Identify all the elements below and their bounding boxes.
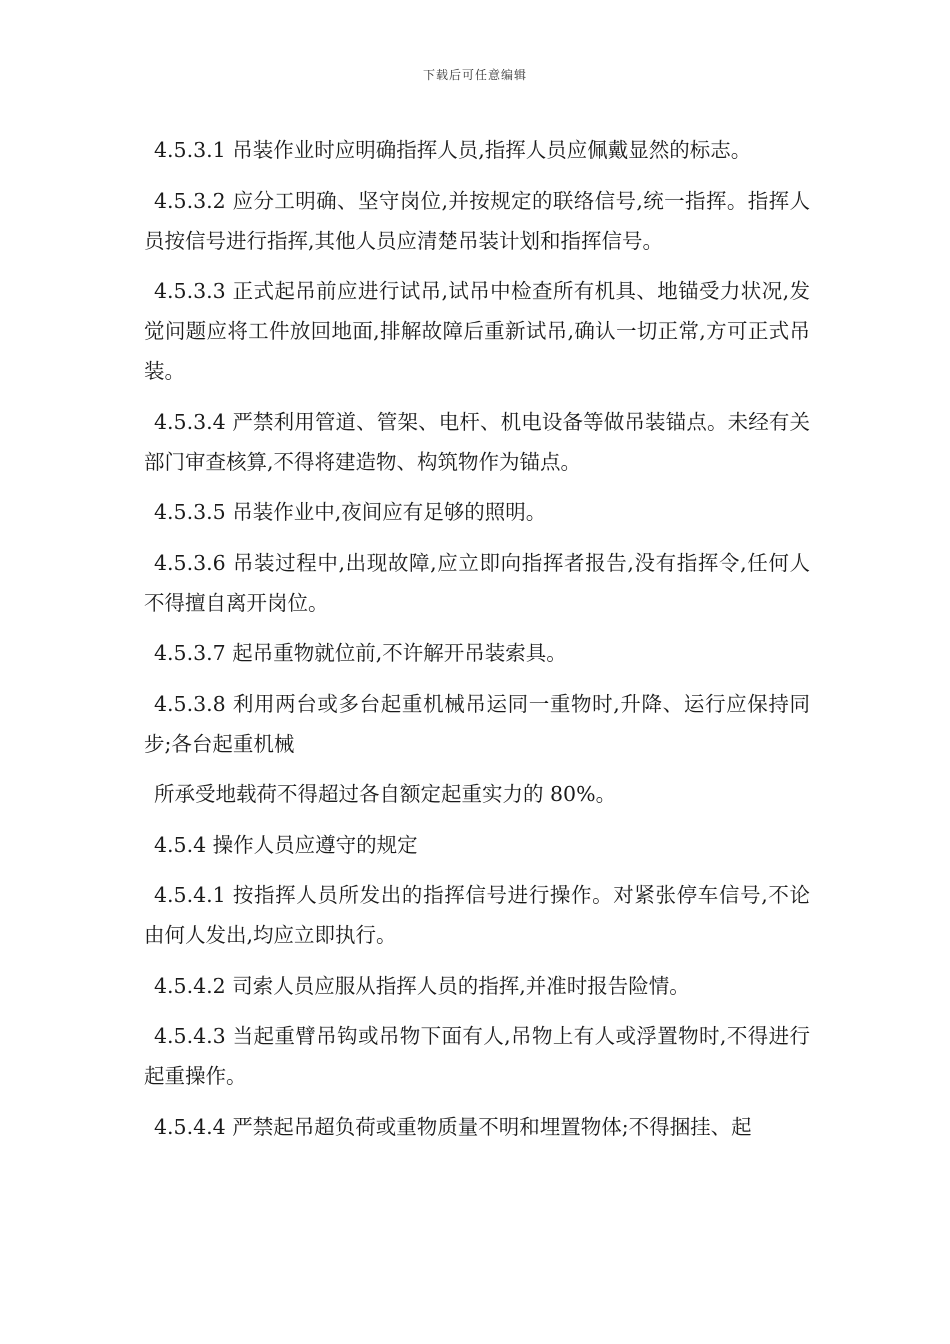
paragraph: 4.5.3.4 严禁利用管道、管架、电杆、机电设备等做吊装锚点。未经有关部门审查核算,不得将建造物、构筑物作为锚点。 [144, 409, 810, 474]
paragraph: 4.5.3.6 吊装过程中,出现故障,应立即向指挥者报告,没有指挥令,任何人不得擅自离开岗位。 [144, 550, 810, 615]
section-heading: 4.5.4 操作人员应遵守的规定 [154, 832, 418, 857]
paragraph: 4.5.4.3 当起重臂吊钩或吊物下面有人,吊物上有人或浮置物时,不得进行起重操作。 [144, 1024, 810, 1088]
document-body [144, 130, 810, 1157]
paragraph: 4.5.3.8 利用两台或多台起重机械吊运同一重物时,升降、运行应保持同步;各台起重机械 [144, 691, 810, 756]
paragraph: 所承受地载荷不得超过各自额定起重实力的 80%。 [154, 782, 617, 806]
paragraph: 4.5.3.1 吊装作业时应明确指挥人员,指挥人员应佩戴显然的标志。 [154, 138, 752, 162]
paragraph: 4.5.4.4 严禁起吊超负荷或重物质量不明和埋置物体;不得捆挂、起 [154, 1114, 752, 1139]
paragraph: 4.5.3.5 吊装作业中,夜间应有足够的照明。 [154, 500, 547, 524]
paragraph: 4.5.3.7 起吊重物就位前,不许解开吊装索具。 [154, 641, 567, 665]
paragraph: 4.5.3.3 正式起吊前应进行试吊,试吊中检查所有机具、地锚受力状况,发觉问题应将工件放回地面,排解故障后重新试吊,确认一切正常,方可正式吊装。 [144, 279, 810, 383]
paragraph: 4.5.4.1 按指挥人员所发出的指挥信号进行操作。对紧张停车信号,不论由何人发出,均应立即执行。 [144, 883, 810, 947]
page-header: 下载后可任意编辑 [422, 68, 527, 82]
paragraph: 4.5.3.2 应分工明确、坚守岗位,并按规定的联络信号,统一指挥。指挥人员按信号进行指挥,其他人员应清楚吊装计划和指挥信号。 [144, 188, 810, 253]
paragraph: 4.5.4.2 司索人员应服从指挥人员的指挥,并准时报告险情。 [154, 973, 690, 998]
